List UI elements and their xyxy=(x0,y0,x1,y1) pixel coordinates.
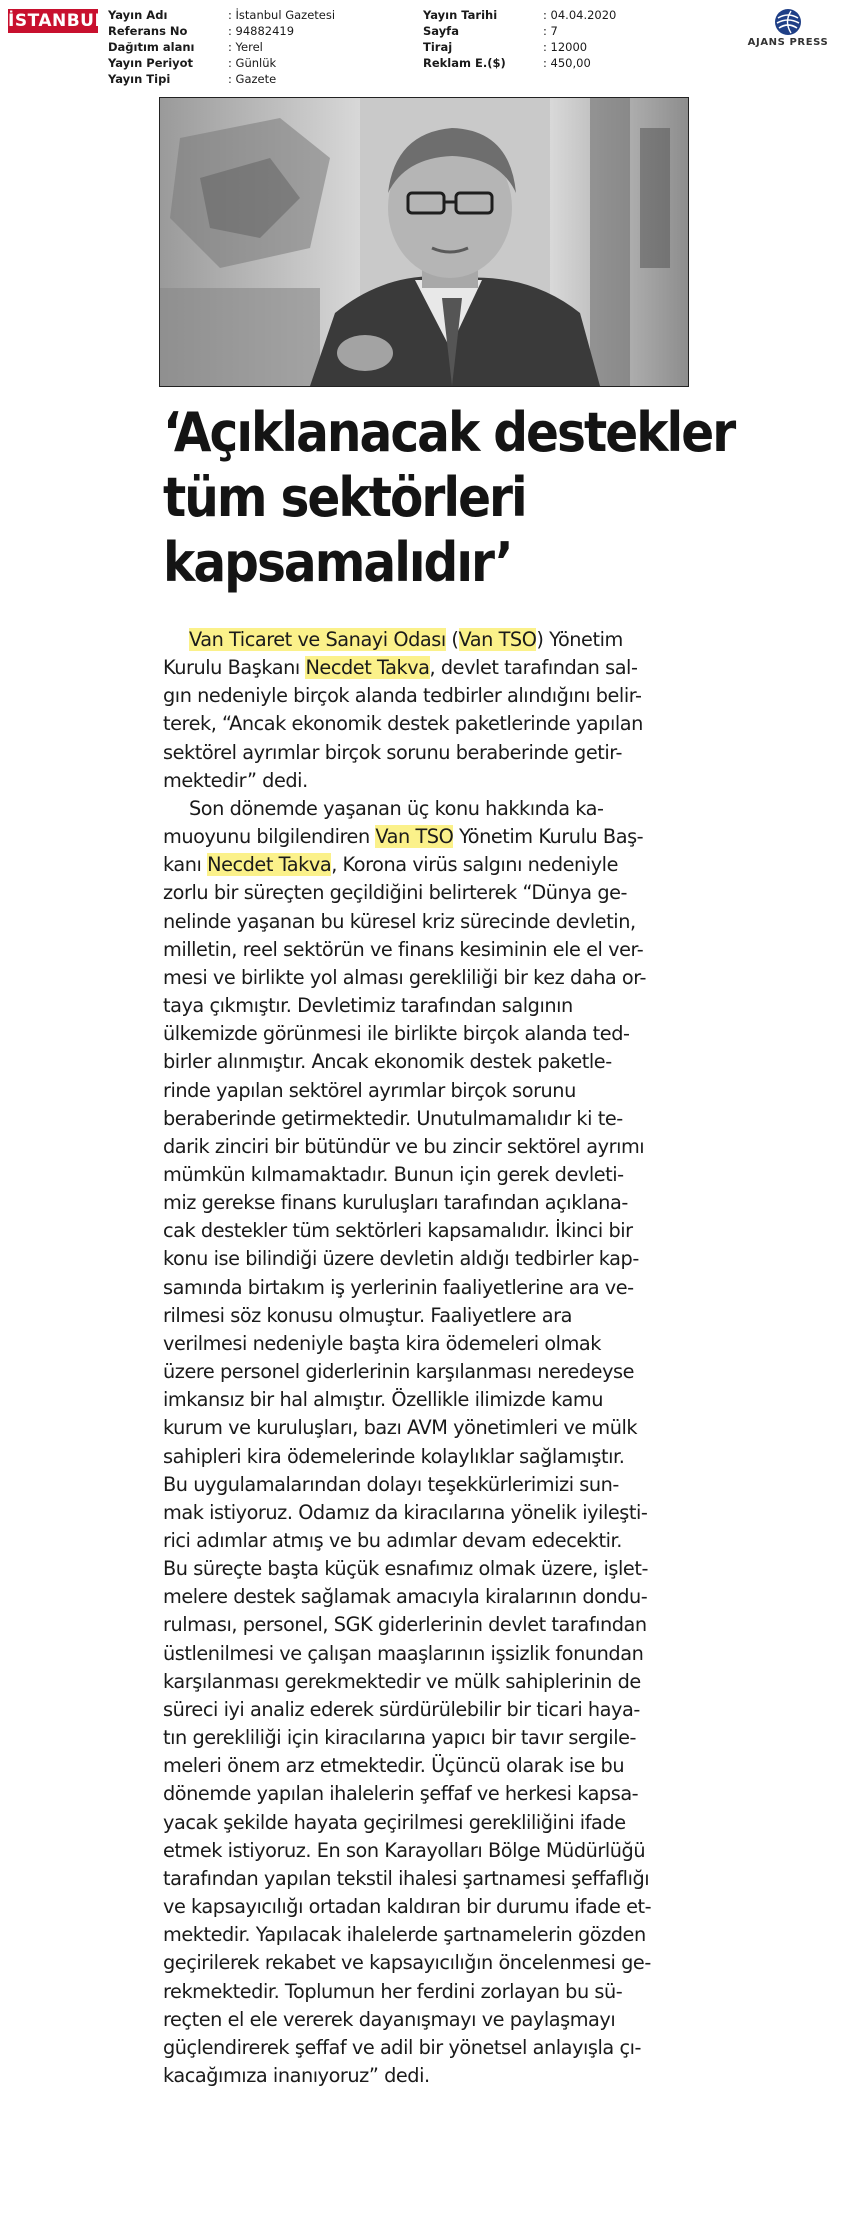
body-line xyxy=(163,767,683,795)
body-line xyxy=(163,682,683,710)
text-run: kacağımıza inanıyoruz” dedi. xyxy=(163,2063,430,2087)
body-line xyxy=(163,1245,683,1273)
body-line xyxy=(163,1724,683,1752)
meta-label: Reklam E.($) xyxy=(423,56,506,70)
text-run: ve kapsayıcılığı ortadan kaldıran bir durumu ifade et- xyxy=(163,1895,652,1919)
body-line xyxy=(163,1077,683,1105)
body-line xyxy=(163,1527,683,1555)
body-line xyxy=(163,1105,683,1133)
highlighted-term: Van TSO xyxy=(458,628,537,651)
body-line xyxy=(163,851,683,879)
body-line xyxy=(163,936,683,964)
body-line xyxy=(163,1921,683,1949)
text-run: darik zinciri bir bütündür ve bu zincir sektörel ayrımı xyxy=(163,1134,645,1158)
text-run: rulması, personel, SGK giderlerinin devlet tarafından xyxy=(163,1613,647,1637)
body-line xyxy=(163,1583,683,1611)
meta-label: Sayfa xyxy=(423,24,459,38)
body-line xyxy=(163,1471,683,1499)
body-line xyxy=(163,1161,683,1189)
text-run: cak destekler tüm sektörleri kapsamalıdır. İkinci bir xyxy=(163,1219,633,1243)
body-line xyxy=(163,1330,683,1358)
body-line xyxy=(163,992,683,1020)
meta-label: Dağıtım alanı xyxy=(108,40,195,54)
meta-value: : 94882419 xyxy=(228,24,295,38)
meta-value: : 7 xyxy=(543,24,558,38)
text-run: etmek istiyoruz. En son Karayolları Bölge Müdürlüğü xyxy=(163,1838,646,1862)
meta-label: Tiraj xyxy=(423,40,453,54)
text-run: , devlet tarafından sal- xyxy=(429,656,638,680)
text-run: rekmektedir. Toplumun her ferdini zorlayan bu sü- xyxy=(163,1979,623,2003)
text-run: rici adımlar atmış ve bu adımlar devam edecektir. xyxy=(163,1529,622,1552)
meta-value: : 04.04.2020 xyxy=(543,8,617,22)
meta-value: : Yerel xyxy=(228,40,263,54)
text-run: karşılanması gerekmektedir ve mülk sahiplerinin de xyxy=(163,1669,641,1693)
body-line xyxy=(163,626,683,654)
headline-line: kapsamalıdır’ xyxy=(163,531,512,594)
text-run: Kurulu Başkanı xyxy=(163,656,306,680)
body-line xyxy=(163,1020,683,1048)
agency-logo xyxy=(738,8,838,48)
meta-label: Yayın Tarihi xyxy=(423,8,498,22)
agency-name: AJANS PRESS xyxy=(747,37,829,48)
body-line xyxy=(163,1949,683,1977)
text-run: , Korona virüs salgını nedeniyle xyxy=(331,853,618,877)
body-line xyxy=(163,1893,683,1921)
meta-value: : İstanbul Gazetesi xyxy=(228,8,336,22)
body-line xyxy=(163,1189,683,1217)
text-run: ) Yönetim xyxy=(536,628,623,651)
meta-label: Yayın Adı xyxy=(108,8,168,22)
meta-row xyxy=(108,23,335,39)
body-line xyxy=(163,1217,683,1245)
text-run: milletin, reel sektörün ve finans kesiminin ele el ver- xyxy=(163,937,644,961)
meta-value: : Günlük xyxy=(228,56,277,70)
text-run: süreci iyi analiz ederek sürdürülebilir bir ticari haya- xyxy=(163,1697,640,1721)
article-photo xyxy=(159,97,689,387)
meta-row xyxy=(423,23,616,39)
text-run: zorlu bir süreçten geçildiğini belirterek “Dünya ge- xyxy=(163,881,628,905)
body-line xyxy=(163,1978,683,2006)
article-body xyxy=(163,626,683,2090)
text-run: birler alınmıştır. Ancak ekonomik destek paketle- xyxy=(163,1050,612,1074)
portrait-photo-icon xyxy=(160,98,688,386)
meta-value: : Gazete xyxy=(228,72,277,86)
text-run: mektedir” dedi. xyxy=(163,768,308,792)
text-run: miz gerekse finans kuruluşları tarafından açıklana- xyxy=(163,1191,628,1215)
headline-line: ‘Açıklanacak destekler xyxy=(163,401,735,464)
text-run: Son dönemde yaşanan üç konu hakkında ka- xyxy=(189,796,604,820)
text-run: reçten el ele vererek dayanışmayı ve paylaşmayı xyxy=(163,2007,616,2031)
body-line xyxy=(163,1048,683,1076)
text-run: melere destek sağlamak amacıyla kiralarının dondu- xyxy=(163,1585,648,1609)
text-run: yacak şekilde hayata geçirilmesi gerekliliğini ifade xyxy=(163,1810,626,1834)
body-line xyxy=(163,795,683,823)
text-run: kanı xyxy=(163,853,208,877)
text-run: Bu süreçte başta küçük esnafımız olmak üzere, işlet- xyxy=(163,1557,648,1581)
text-run: ülkemizde görünmesi ile birlikte birçok alanda ted- xyxy=(163,1022,630,1046)
newspaper-logo: İSTANBUL xyxy=(8,11,106,31)
clipping-header xyxy=(0,0,850,92)
body-line xyxy=(163,1133,683,1161)
body-line xyxy=(163,1302,683,1330)
meta-row xyxy=(423,55,616,71)
text-run: nelinde yaşanan bu küresel kriz sürecinde devletin, xyxy=(163,909,636,933)
text-run: sahipleri kira ödemelerinde kolaylıklar sağlamıştır. xyxy=(163,1444,625,1468)
text-run: güçlendirerek şeffaf ve adil bir yönetsel anlayışla çı- xyxy=(163,2035,642,2059)
body-line xyxy=(163,1865,683,1893)
meta-row xyxy=(108,55,335,71)
body-line xyxy=(163,1274,683,1302)
body-line xyxy=(163,1358,683,1386)
text-run: ( xyxy=(445,628,459,651)
body-line xyxy=(163,2034,683,2062)
body-line xyxy=(163,879,683,907)
text-run: sektörel ayrımlar birçok sorunu beraberinde getir- xyxy=(163,740,623,764)
headline-line: tüm sektörleri xyxy=(163,466,526,529)
body-line xyxy=(163,1555,683,1583)
body-line xyxy=(163,739,683,767)
publication-meta-left xyxy=(108,7,335,87)
meta-value: : 12000 xyxy=(543,40,588,54)
text-run: Bu uygulamalarından dolayı teşekkürlerimizi sun- xyxy=(163,1472,619,1496)
text-run: samında birtakım iş yerlerinin faaliyetlerine ara ve- xyxy=(163,1275,634,1299)
body-line xyxy=(163,1611,683,1639)
text-run: mektedir. Yapılacak ihalelerde şartnamelerin gözden xyxy=(163,1923,646,1947)
text-run: Yönetim Kurulu Baş- xyxy=(453,825,644,849)
publication-meta-right xyxy=(423,7,616,71)
body-line xyxy=(163,1443,683,1471)
body-line xyxy=(163,1499,683,1527)
body-line xyxy=(163,654,683,682)
highlighted-term: Necdet Takva xyxy=(305,656,430,680)
text-run: mümkün kılmamaktadır. Bunun için gerek devleti- xyxy=(163,1162,624,1186)
body-line xyxy=(163,1696,683,1724)
text-run: taya çıkmıştır. Devletimiz tarafından salgının xyxy=(163,994,573,1018)
highlighted-term: Van Ticaret ve Sanayi Odası xyxy=(189,628,446,651)
meta-row xyxy=(108,7,335,23)
body-line xyxy=(163,964,683,992)
article-headline xyxy=(163,400,735,595)
meta-value: : 450,00 xyxy=(543,56,591,70)
body-line xyxy=(163,1809,683,1837)
meta-row xyxy=(423,39,616,55)
text-run: meleri önem arz etmektedir. Üçüncü olarak ise bu xyxy=(163,1754,625,1778)
text-run: mesi ve birlikte yol alması gerekliliği bir kez daha or- xyxy=(163,965,647,989)
body-line xyxy=(163,823,683,851)
highlighted-term: Van TSO xyxy=(375,825,454,849)
body-line xyxy=(163,1780,683,1808)
text-run: üzere personel giderlerinin karşılanması neredeyse xyxy=(163,1360,635,1384)
meta-row xyxy=(108,71,335,87)
text-run: muoyunu bilgilendiren xyxy=(163,825,376,849)
text-run: imkansız bir hal almıştır. Özellikle ilimizde kamu xyxy=(163,1388,603,1412)
text-run: dönemde yapılan ihalelerin şeffaf ve herkesi kapsa- xyxy=(163,1782,639,1806)
text-run: gın nedeniyle birçok alanda tedbirler alındığını belir- xyxy=(163,684,642,708)
text-run: tarafından yapılan tekstil ihalesi şartnamesi şeffaflığı xyxy=(163,1866,650,1890)
body-line xyxy=(163,2062,683,2090)
highlighted-term: Necdet Takva xyxy=(207,853,332,877)
body-line xyxy=(163,710,683,738)
text-run: mak istiyoruz. Odamız da kiracılarına yönelik iyileşti- xyxy=(163,1500,648,1524)
meta-label: Yayın Periyot xyxy=(108,56,194,70)
globe-icon xyxy=(774,8,802,36)
body-line xyxy=(163,1386,683,1414)
meta-label: Yayın Tipi xyxy=(108,72,171,86)
text-run: üstlenilmesi ve çalışan maaşlarının işsizlik fonundan xyxy=(163,1641,644,1665)
meta-label: Referans No xyxy=(108,24,188,38)
text-run: rilmesi söz konusu olmuştur. Faaliyetlere ara xyxy=(163,1303,572,1327)
text-run: tın gerekliliği için kiracılarına yapıcı bir tavır sergile- xyxy=(163,1726,637,1750)
text-run: beraberinde getirmektedir. Unutulmamalıdır ki te- xyxy=(163,1106,623,1130)
text-run: konu ise bilindiği üzere devletin aldığı tedbirler kap- xyxy=(163,1247,639,1271)
meta-row xyxy=(108,39,335,55)
text-run: verilmesi nedeniyle başta kira ödemeleri olmak xyxy=(163,1331,602,1355)
body-line xyxy=(163,1837,683,1865)
body-line xyxy=(163,1414,683,1442)
body-line xyxy=(163,1752,683,1780)
body-line xyxy=(163,2006,683,2034)
body-line xyxy=(163,1668,683,1696)
body-line xyxy=(163,1640,683,1668)
meta-row xyxy=(423,7,616,23)
text-run: terek, “Ancak ekonomik destek paketlerinde yapılan xyxy=(163,712,643,736)
text-run: rinde yapılan sektörel ayrımlar birçok sorunu xyxy=(163,1078,576,1102)
text-run: geçirilerek rekabet ve kapsayıcılığın öncelenmesi ge- xyxy=(163,1951,651,1975)
text-run: kurum ve kuruluşları, bazı AVM yönetimleri ve mülk xyxy=(163,1416,638,1440)
body-line xyxy=(163,908,683,936)
